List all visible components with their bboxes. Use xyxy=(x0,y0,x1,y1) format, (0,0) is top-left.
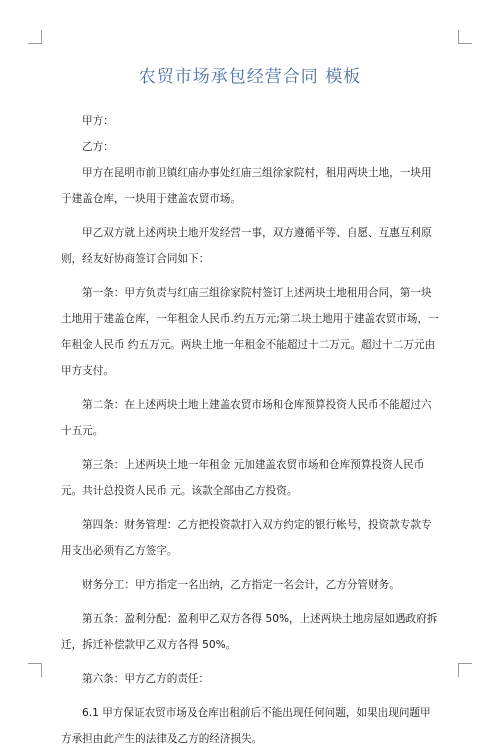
crop-mark-bottom-left xyxy=(28,663,42,677)
article-6: 第六条：甲方乙方的责任： xyxy=(82,673,210,685)
crop-mark-top-left xyxy=(28,30,42,44)
crop-mark-top-right xyxy=(458,30,472,44)
party-b-line: 乙方： xyxy=(82,141,114,153)
article-2: 第二条：在上述两块土地上建盖农贸市场和仓库预算投资人民币不能超过六十五元。 xyxy=(61,399,432,437)
crop-mark-bottom-right xyxy=(458,663,472,677)
paragraph-principles: 甲乙双方就上述两块土地开发经营一事，双方遵循平等、自愿、互惠互利原则，经友好协商签订合同如下： xyxy=(61,227,432,265)
article-3: 第三条：上述两块土地一年租金 元加建盖农贸市场和仓库预算投资人民币 元。共计总投资人民币 元。该款全部由乙方投资。 xyxy=(61,459,425,497)
finance-division: 财务分工：甲方指定一名出纳，乙方指定一名会计，乙方分管财务。 xyxy=(82,579,400,591)
party-a-line: 甲方： xyxy=(82,115,114,127)
article-5: 第五条：盈利分配：盈利甲乙双方各得 50%，上述两块土地房屋如遇政府拆迁，拆迁补偿款甲乙双方各得 50%。 xyxy=(61,613,438,651)
article-4: 第四条：财务管理：乙方把投资款打入双方约定的银行帐号，投资款专款专用支出必须有乙方签字。 xyxy=(61,519,432,557)
paragraph-background: 甲方在昆明市前卫镇红庙办事处红庙三组徐家院村，租用两块土地，一块用于建盖仓库，一块用于建盖农贸市场。 xyxy=(61,167,432,205)
article-1: 第一条：甲方负责与红庙三组徐家院村签订上述两块土地租用合同，第一块土地用于建盖仓库，一年租金人民币.约五万元;第二块土地用于建盖农贸市场，一年租金人民币 约五万元。两块土地一年租金不能超过十二万元。超过十二万元由甲方支付。 xyxy=(61,287,439,377)
document-body xyxy=(61,108,441,752)
document-title: 农贸市场承包经营合同 模板 xyxy=(138,67,362,87)
clause-6-1: 6.1 甲方保证农贸市场及仓库出租前后不能出现任何问题，如果出现问题甲方承担由此产生的法律及乙方的经济损失。 xyxy=(61,707,431,745)
